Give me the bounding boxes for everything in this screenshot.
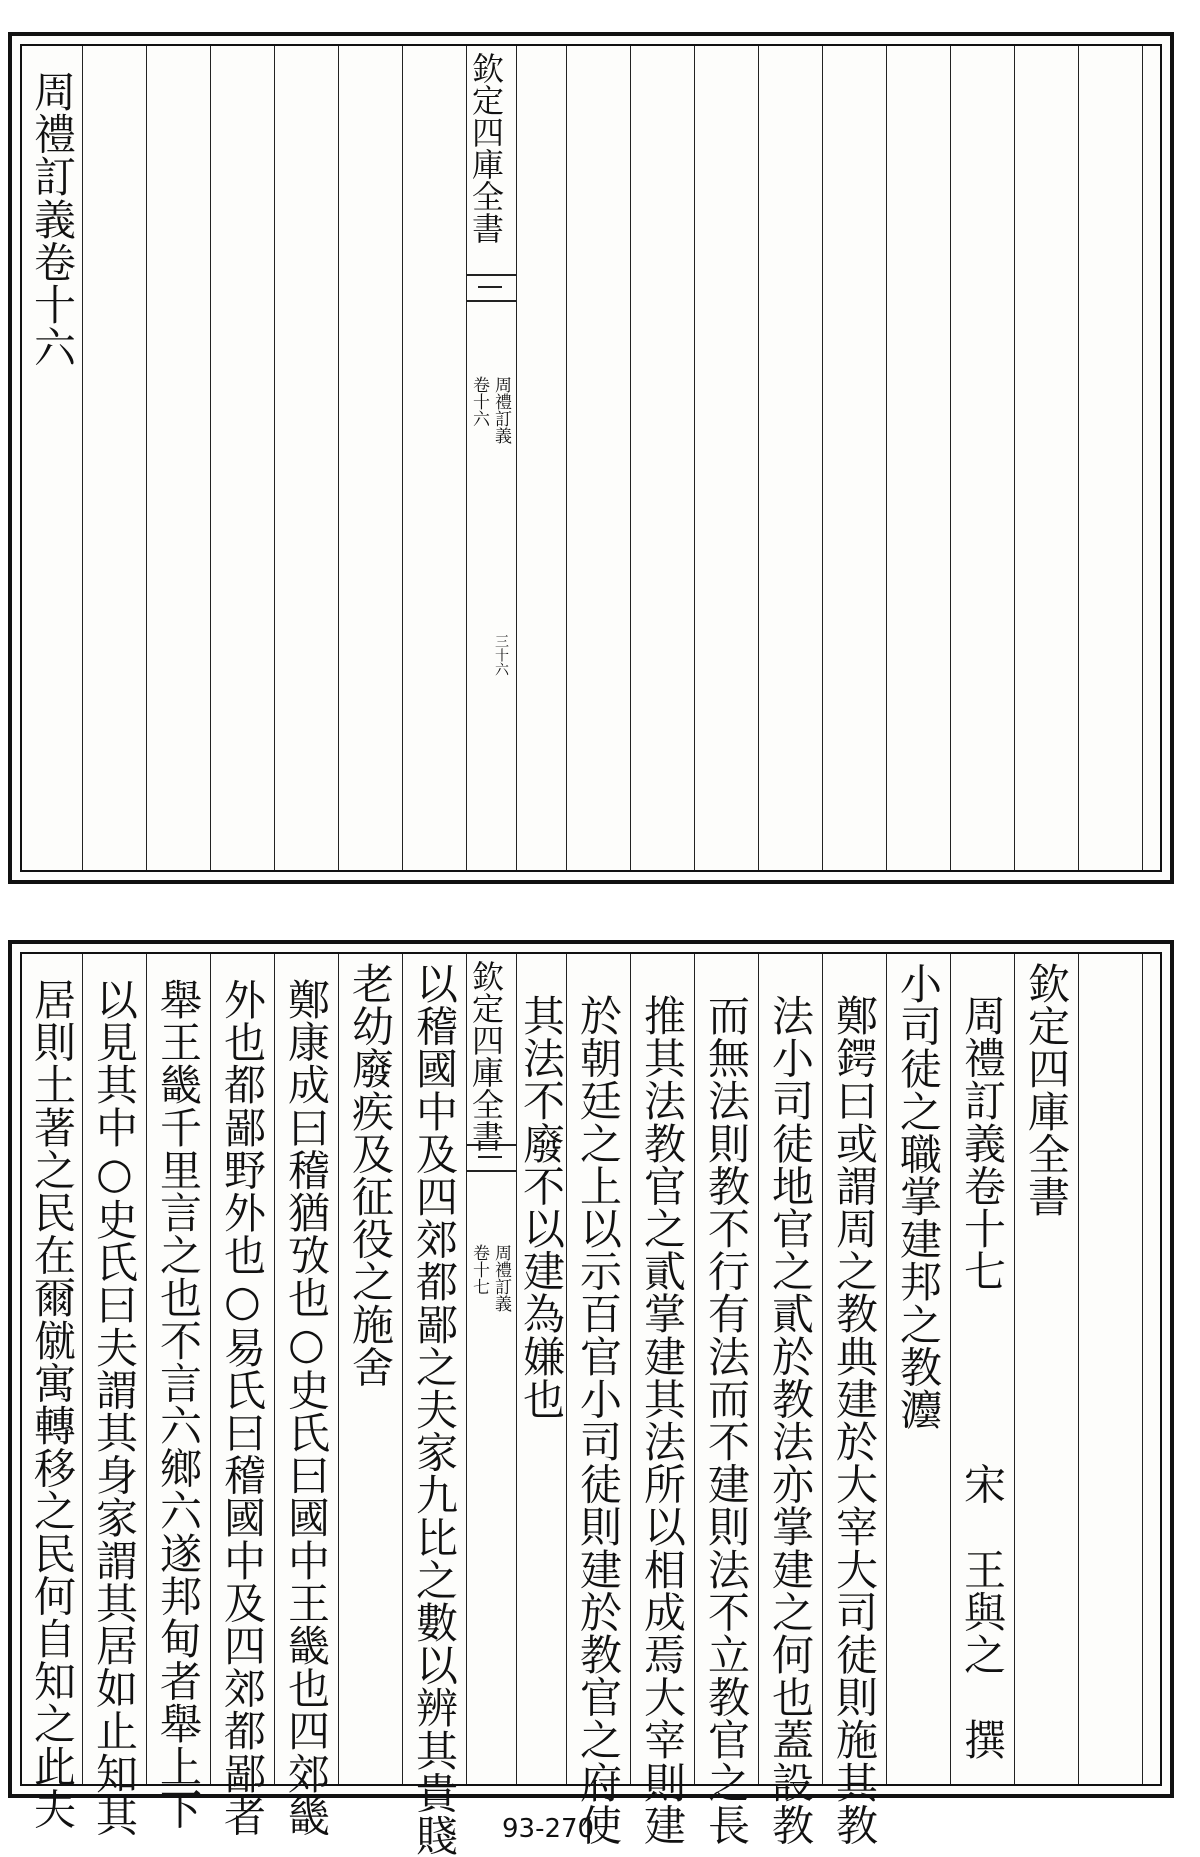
catalog-number: 93-270: [502, 1814, 595, 1844]
fish-tail-mark: [466, 1144, 516, 1172]
series-title: 欽定四庫全書: [467, 960, 505, 1152]
text-column: 鄭康成曰稽猶攷也○史氏曰國中王畿也四郊畿: [282, 978, 331, 1837]
bottom-center-column: [466, 954, 516, 1784]
top-heading-column: [22, 46, 82, 870]
text-column: 小司徒之職掌建邦之教灋: [894, 962, 943, 1431]
book-title: 周禮訂義: [491, 376, 511, 444]
text-column: 其法不廢不以建為嫌也: [517, 994, 566, 1420]
fish-tail-mark: [466, 274, 516, 302]
top-page: [8, 32, 1174, 884]
top-center-column: [466, 46, 516, 870]
text-column: 而無法則教不行有法而不建則法不立教官之長: [702, 994, 751, 1846]
book-title: 周禮訂義: [491, 1244, 511, 1312]
text-column: 老幼廢疾及征役之施舍: [346, 962, 395, 1388]
series-header-column: 欽定四庫全書: [1022, 962, 1071, 1218]
text-column: 推其法教官之貳掌建其法所以相成焉大宰則建: [638, 994, 687, 1846]
folio-number: 三十六: [493, 634, 509, 676]
series-title: 欽定四庫全書: [467, 52, 505, 244]
text-column: 居則土著之民在爾僦寓轉移之民何自知之此夫: [28, 978, 77, 1830]
text-column: 舉王畿千里言之也不言六鄉六遂邦甸者舉上下: [154, 978, 203, 1830]
top-page-frame: [20, 44, 1162, 872]
text-column: 以稽國中及四郊都鄙之夫家九比之數以辨其貴賤: [410, 962, 459, 1857]
text-column: 外也都鄙野外也○易氏曰稽國中及四郊都鄙者: [218, 978, 267, 1837]
title-column: 周禮訂義卷十七 宋 王與之 撰: [958, 994, 1007, 1761]
volume-label: 卷十六: [469, 376, 489, 427]
text-column: 法小司徒地官之貳於教法亦掌建之何也蓋設教: [766, 994, 815, 1846]
juan-heading: 周禮訂義卷十六: [28, 70, 77, 369]
text-column: 以見其中○史氏曰夫謂其身家謂其居如止知其: [90, 978, 139, 1837]
volume-label: 卷十七: [469, 1244, 489, 1295]
text-column: 鄭鍔曰或謂周之教典建於大宰大司徒則施其教: [830, 994, 879, 1846]
text-column: 於朝廷之上以示百官小司徒則建於教官之府使: [574, 994, 623, 1846]
